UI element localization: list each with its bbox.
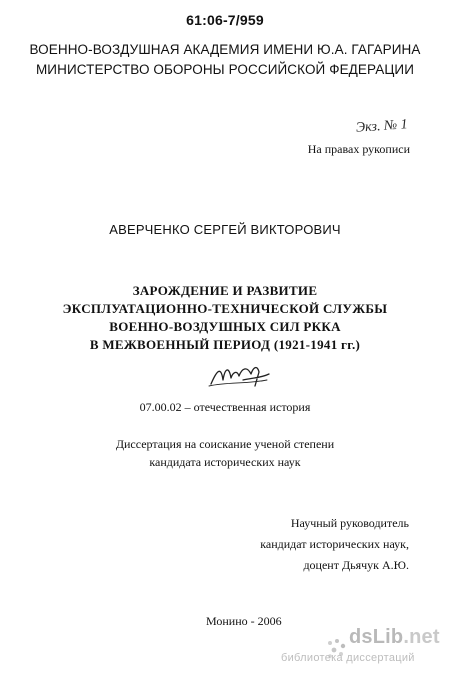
- specialty-code: 07.00.02 – отечественная история: [139, 400, 311, 414]
- author-name: АВЕРЧЕНКО СЕРГЕЙ ВИКТОРОВИЧ: [109, 222, 341, 237]
- watermark-logo-main: dsLib: [349, 626, 404, 648]
- title-line: В МЕЖВОЕННЫЙ ПЕРИОД (1921-1941 гг.): [89, 337, 361, 352]
- watermark-logo: [349, 626, 440, 649]
- supervisor-line: кандидат исторических наук,: [260, 537, 409, 551]
- title-line: ЗАРОЖДЕНИЕ И РАЗВИТИЕ: [132, 283, 318, 298]
- dissertation-purpose-line: кандидата исторических наук: [149, 455, 301, 469]
- author-signature: [207, 360, 273, 390]
- copy-number-handwritten: Экз. № 1: [355, 117, 409, 136]
- watermark-logo-domain: .net: [403, 626, 440, 648]
- supervisor-line: Научный руководитель: [290, 516, 409, 530]
- academy-name: ВОЕННО-ВОЗДУШНАЯ АКАДЕМИЯ ИМЕНИ Ю.А. ГАГАРИНА: [29, 42, 421, 57]
- place-and-year: Монино - 2006: [206, 614, 282, 628]
- dissertation-purpose-line: Диссертация на соискание ученой степени: [115, 437, 335, 451]
- watermark-subtitle: библиотека диссертаций: [281, 652, 415, 664]
- title-line: ВОЕННО-ВОЗДУШНЫХ СИЛ РККА: [109, 319, 341, 334]
- catalog-code: 61:06-7/959: [186, 12, 264, 28]
- title-line: ЭКСПЛУАТАЦИОННО-ТЕХНИЧЕСКОЙ СЛУЖБЫ: [62, 301, 388, 316]
- supervisor-line: доцент Дьячук А.Ю.: [303, 558, 409, 572]
- ministry-name: МИНИСТЕРСТВО ОБОРОНЫ РОССИЙСКОЙ ФЕДЕРАЦИИ: [35, 62, 415, 77]
- manuscript-rights-label: На правах рукописи: [307, 142, 410, 156]
